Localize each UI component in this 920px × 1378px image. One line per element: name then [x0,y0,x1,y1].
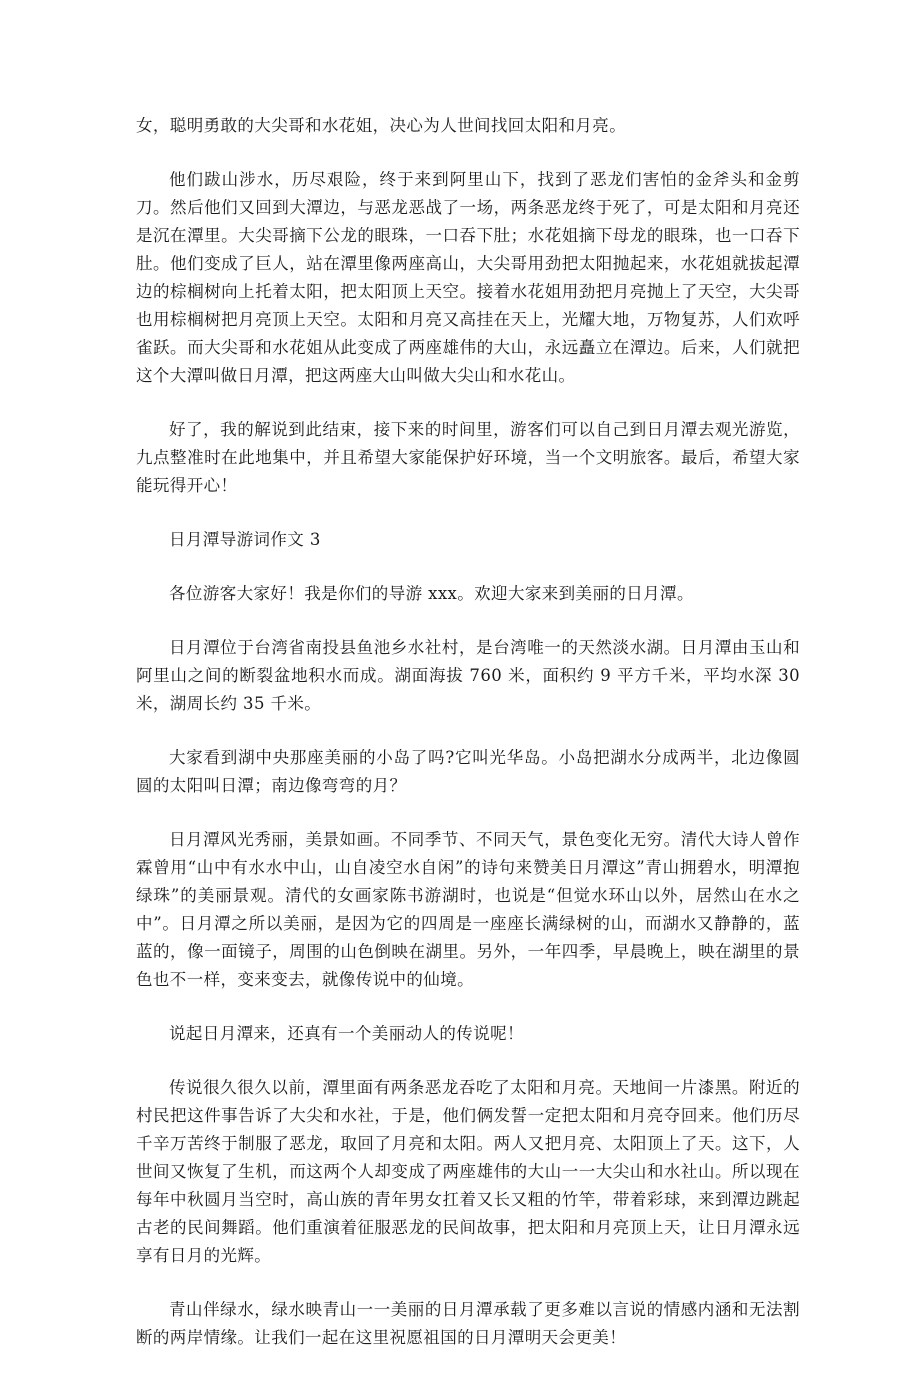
paragraph-island: 大家看到湖中央那座美丽的小岛了吗?它叫光华岛。小岛把湖水分成两半，北边像圆圆的太阳叫日潭；南边像弯弯的月？ [136,748,800,795]
paragraph-closing-remarks: 好了，我的解说到此结束，接下来的时间里，游客们可以自己到日月潭去观光游览，九点整准时在此地集中，并且希望大家能保护好环境，当一个文明旅客。最后，希望大家能玩得开心！ [136,420,800,495]
document-body [136,112,800,1378]
paragraph-dragon-battle: 他们跋山涉水，历尽艰险，终于来到阿里山下，找到了恶龙们害怕的金斧头和金剪刀。然后他们又回到大潭边，与恶龙恶战了一场，两条恶龙终于死了，可是太阳和月亮还是沉在潭里。大尖哥摘下公龙的眼珠，一口吞下肚；水花姐摘下母龙的眼珠，也一口吞下肚。他们变成了巨人，站在潭里像两座高山，大尖哥用劲把太阳抛起来，水花姐就拔起潭边的棕榈树向上托着太阳，把太阳顶上天空。接着水花姐用劲把月亮抛上了天空，大尖哥也用棕榈树把月亮顶上天空。太阳和月亮又高挂在天上，光耀大地，万物复苏，人们欢呼雀跃。而大尖哥和水花姐从此变成了两座雄伟的大山，永远矗立在潭边。后来，人们就把这个大潭叫做日月潭，把这两座大山叫做大尖山和水花山。 [136,170,800,385]
paragraph-continued: 女，聪明勇敢的大尖哥和水花姐，决心为人世间找回太阳和月亮。 [136,116,627,135]
paragraph-legend-intro: 说起日月潭来，还真有一个美丽动人的传说呢！ [169,1024,524,1043]
paragraph-scenery: 日月潭风光秀丽，美景如画。不同季节、不同天气，景色变化无穷。清代大诗人曾作霖曾用“山中有水水中山，山自凌空水自闲”的诗句来赞美日月潭这”青山拥碧水，明潭抱绿珠”的美丽景观。清代的女画家陈书游湖时，也说是“但觉水环山以外，居然山在水之中”。日月潭之所以美丽，是因为它的四周是一座座长满绿树的山，而湖水又静静的，蓝蓝的，像一面镜子，周围的山色倒映在湖里。另外，一年四季，早晨晚上，映在湖里的景色也不一样，变来变去，就像传说中的仙境。 [136,830,800,989]
paragraph-greeting: 各位游客大家好！我是你们的导游 xxx。欢迎大家来到美丽的日月潭。 [169,584,694,603]
section-heading: 日月潭导游词作文 3 [169,530,321,549]
paragraph-location: 日月潭位于台湾省南投县鱼池乡水社村，是台湾唯一的天然淡水湖。日月潭由玉山和阿里山之间的断裂盆地积水而成。湖面海拔 760 米，面积约 9 平方千米，平均水深 30 米，湖周长约 35 千米。 [136,638,800,713]
paragraph-conclusion: 青山伴绿水，绿水映青山一一美丽的日月潭承载了更多难以言说的情感内涵和无法割断的两岸情缘。让我们一起在这里祝愿祖国的日月潭明天会更美！ [136,1300,800,1347]
paragraph-legend: 传说很久很久以前，潭里面有两条恶龙吞吃了太阳和月亮。天地间一片漆黑。附近的村民把这件事告诉了大尖和水社，于是，他们俩发誓一定把太阳和月亮夺回来。他们历尽千辛万苦终于制服了恶龙，取回了月亮和太阳。两人又把月亮、太阳顶上了天。这下，人世间又恢复了生机，而这两个人却变成了两座雄伟的大山一一大尖山和水社山。所以现在每年中秋圆月当空时，高山族的青年男女扛着又长又粗的竹竿，带着彩球，来到潭边跳起古老的民间舞蹈。他们重演着征服恶龙的民间故事，把太阳和月亮顶上天，让日月潭永远享有日月的光辉。 [136,1078,800,1265]
